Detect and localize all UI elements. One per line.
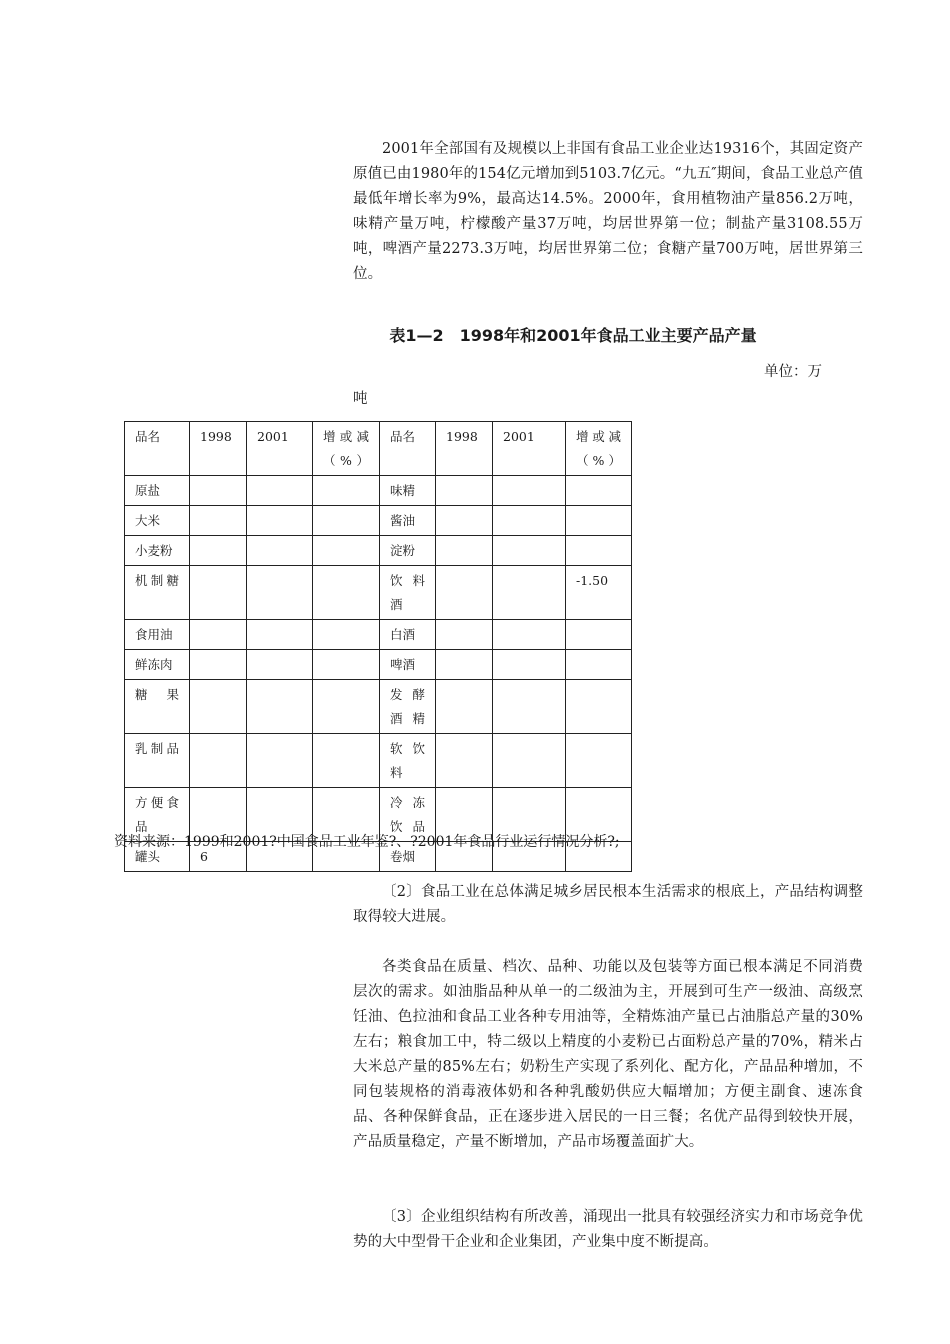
- table-cell: [190, 680, 247, 734]
- table-cell: 食用油: [125, 620, 190, 650]
- table-cell: [313, 536, 380, 566]
- table-cell: [190, 620, 247, 650]
- table-cell: [313, 566, 380, 620]
- intro-paragraph: 2001年全部国有及规模以上非国有食品工业企业达19316个，其固定资产原值已由1980年的154亿元增加到5103.7亿元。“九五″期间，食品工业总产值最低年增长率为9%，最高达14.5%。2000年，食用植物油产量856.2万吨，味精产量万吨，柠檬酸产量37万吨，均居世界第一位；制盐产量3108.55万吨，啤酒产量2273.3万吨，均居世界第二位；食糖产量700万吨，居世界第三位。: [353, 141, 863, 282]
- table-cell: [247, 566, 313, 620]
- table-cell: [247, 734, 313, 788]
- table-row: [125, 536, 632, 566]
- table-cell: 冷冻饮品: [380, 788, 436, 842]
- table-cell: [436, 734, 493, 788]
- table-cell: [493, 620, 566, 650]
- table-cell: [493, 734, 566, 788]
- table-cell: [313, 506, 380, 536]
- table-cell: [436, 536, 493, 566]
- header-cell: 品名: [125, 422, 190, 476]
- table-cell: [247, 536, 313, 566]
- table-source-note: 资料来源：1999和2001?中国食品工业年鉴?、?2001年食品行业运行情况分析?;: [114, 834, 620, 850]
- table-cell: 酱油: [380, 506, 436, 536]
- table-cell: [247, 650, 313, 680]
- header-cell: 2001: [493, 422, 566, 476]
- table-cell: [247, 506, 313, 536]
- table-cell: 小麦粉: [125, 536, 190, 566]
- table-cell: [493, 476, 566, 506]
- table-cell: 6: [190, 842, 247, 872]
- table-cell: [436, 650, 493, 680]
- table-cell: [313, 620, 380, 650]
- table-cell: [566, 476, 632, 506]
- table-cell: [190, 536, 247, 566]
- table-cell: [247, 680, 313, 734]
- unit-label: 单位：万: [764, 364, 822, 380]
- table-cell: 卷烟: [380, 842, 436, 872]
- header-cell: 品名: [380, 422, 436, 476]
- table-cell: 淀粉: [380, 536, 436, 566]
- table-row: [125, 620, 632, 650]
- table-cell: -1.50: [566, 566, 632, 620]
- table-title: 表1—2 1998年和2001年食品工业主要产品产量: [389, 326, 757, 345]
- table-cell: 原盐: [125, 476, 190, 506]
- table-cell: [190, 650, 247, 680]
- table-row: [125, 680, 632, 734]
- header-cell: 1998: [190, 422, 247, 476]
- table-cell: [566, 650, 632, 680]
- table-cell: 乳制品: [125, 734, 190, 788]
- production-table: [124, 421, 632, 872]
- table-cell: [566, 536, 632, 566]
- table-cell: [493, 536, 566, 566]
- table-cell: [493, 650, 566, 680]
- header-cell: 增或减（%）: [313, 422, 380, 476]
- table-row: [125, 734, 632, 788]
- table-cell: [190, 476, 247, 506]
- table-cell: [436, 620, 493, 650]
- section-3-heading: 〔3〕企业组织结构有所改善，涌现出一批具有较强经济实力和市场竞争优势的大中型骨干企业和企业集团，产业集中度不断提高。: [353, 1209, 863, 1250]
- table-cell: [566, 680, 632, 734]
- table-cell: [436, 680, 493, 734]
- table-cell: 软饮料: [380, 734, 436, 788]
- table-cell: 白酒: [380, 620, 436, 650]
- table-cell: [247, 620, 313, 650]
- table-row: [125, 566, 632, 620]
- table-cell: [436, 476, 493, 506]
- header-cell: 2001: [247, 422, 313, 476]
- table-cell: 发酵酒精: [380, 680, 436, 734]
- table-cell: 鲜冻肉: [125, 650, 190, 680]
- table-cell: [493, 566, 566, 620]
- table-cell: 饮料酒: [380, 566, 436, 620]
- table-cell: [313, 680, 380, 734]
- table-row: [125, 650, 632, 680]
- header-cell: 增或减（%）: [566, 422, 632, 476]
- header-cell: 1998: [436, 422, 493, 476]
- table-row: [125, 476, 632, 506]
- table-cell: 罐头: [125, 842, 190, 872]
- table-cell: [313, 734, 380, 788]
- table-cell: [436, 566, 493, 620]
- table-cell: 啤酒: [380, 650, 436, 680]
- table-cell: [566, 734, 632, 788]
- section-2-body: 各类食品在质量、档次、品种、功能以及包装等方面已根本满足不同消费层次的需求。如油脂品种从单一的二级油为主，开展到可生产一级油、高级烹饪油、色拉油和食品工业各种专用油等，全精炼油产量已占油脂总产量的30%左右；粮食加工中，特二级以上精度的小麦粉已占面粉总产量的70%，精米占大米总产量的85%左右；奶粉生产实现了系列化、配方化，产品品种增加，不同包装规格的消毒液体奶和各种乳酸奶供应大幅增加；方便主副食、速冻食品、各种保鲜食品，正在逐步进入居民的一日三餐；名优产品得到较快开展，产品质量稳定，产量不断增加，产品市场覆盖面扩大。: [353, 959, 863, 1150]
- table-row: [125, 506, 632, 536]
- table-cell: [313, 650, 380, 680]
- table-cell: [247, 476, 313, 506]
- table-cell: 味精: [380, 476, 436, 506]
- table-cell: [190, 506, 247, 536]
- section-2-heading: 〔2〕食品工业在总体满足城乡居民根本生活需求的根底上，产品结构调整取得较大进展。: [353, 884, 863, 925]
- table-header-row: [125, 422, 632, 476]
- table-cell: 方便食品: [125, 788, 190, 842]
- table-cell: [566, 506, 632, 536]
- table-cell: [190, 734, 247, 788]
- table-cell: [493, 506, 566, 536]
- table-cell: [493, 680, 566, 734]
- table-cell: 大米: [125, 506, 190, 536]
- table-cell: [190, 566, 247, 620]
- table-cell: [566, 620, 632, 650]
- table-cell: [313, 476, 380, 506]
- unit-label-wrap: 吨: [353, 391, 368, 407]
- table-cell: 机制糖: [125, 566, 190, 620]
- table-cell: [436, 506, 493, 536]
- table-cell: 糖果: [125, 680, 190, 734]
